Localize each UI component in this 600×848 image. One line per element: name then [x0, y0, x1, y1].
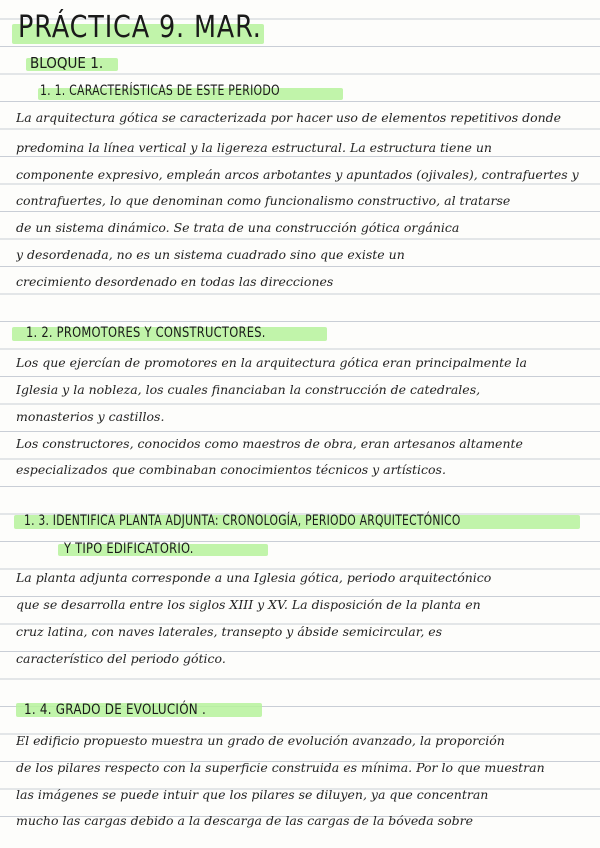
- text-line: crecimiento desordenado en todas las direcciones: [16, 274, 334, 289]
- section-heading-continued: Y TIPO EDIFICATORIO.: [64, 541, 194, 557]
- text-line: especializados que combinaban conocimientos técnicos y artísticos.: [16, 462, 446, 477]
- text-line: cruz latina, con naves laterales, transepto y ábside semicircular, es: [16, 624, 443, 639]
- text-line: predomina la línea vertical y la ligereza estructural. La estructura tiene un: [16, 140, 492, 155]
- text-line: El edificio propuesto muestra un grado de evolución avanzado, la proporción: [16, 733, 505, 748]
- text-line: La planta adjunta corresponde a una Iglesia gótica, periodo arquitectónico: [16, 570, 492, 585]
- section-heading: 1. 4. GRADO DE EVOLUCIÓN .: [24, 702, 207, 718]
- text-line: Los constructores, conocidos como maestros de obra, eran artesanos altamente: [16, 436, 523, 451]
- text-line: y desordenada, no es un sistema cuadrado sino que existe un: [16, 247, 405, 262]
- text-line: componente expresivo, empleán arcos arbotantes y apuntados (ojivales), contrafuertes y: [16, 167, 579, 182]
- text-line: monasterios y castillos.: [16, 409, 165, 424]
- text-line: característico del periodo gótico.: [16, 651, 226, 666]
- text-line: Los que ejercían de promotores en la arquitectura gótica eran principalmente la: [16, 355, 527, 370]
- text-line: contrafuertes, lo que denominan como funcionalismo constructivo, al tratarse: [16, 193, 511, 208]
- text-line: de un sistema dinámico. Se trata de una construcción gótica orgánica: [16, 220, 460, 235]
- text-line: de los pilares respecto con la superficie construida es mínima. Por lo que muestran: [16, 760, 545, 775]
- text-line: mucho las cargas debido a la descarga de las cargas de la bóveda sobre: [16, 813, 473, 828]
- page-title: PRÁCTICA 9. MAR.: [18, 10, 262, 45]
- section-heading: 1. 2. PROMOTORES Y CONSTRUCTORES.: [26, 325, 266, 341]
- text-line: las imágenes se puede intuir que los pilares se diluyen, ya que concentran: [16, 787, 489, 802]
- section-heading: 1. 1. CARACTERÍSTICAS DE ESTE PERIODO: [40, 83, 280, 99]
- text-line: que se desarrolla entre los siglos XIII y XV. La disposición de la planta en: [16, 597, 481, 612]
- text-line: Iglesia y la nobleza, los cuales financiaban la construcción de catedrales,: [16, 382, 481, 397]
- text-line: La arquitectura gótica se caracterizada por hacer uso de elementos repetitivos donde: [16, 110, 562, 125]
- section-heading: 1. 3. IDENTIFICA PLANTA ADJUNTA: CRONOLOGÍA, PERIODO ARQUITECTÓNICO: [24, 513, 461, 529]
- block-label: BLOQUE 1.: [30, 54, 104, 72]
